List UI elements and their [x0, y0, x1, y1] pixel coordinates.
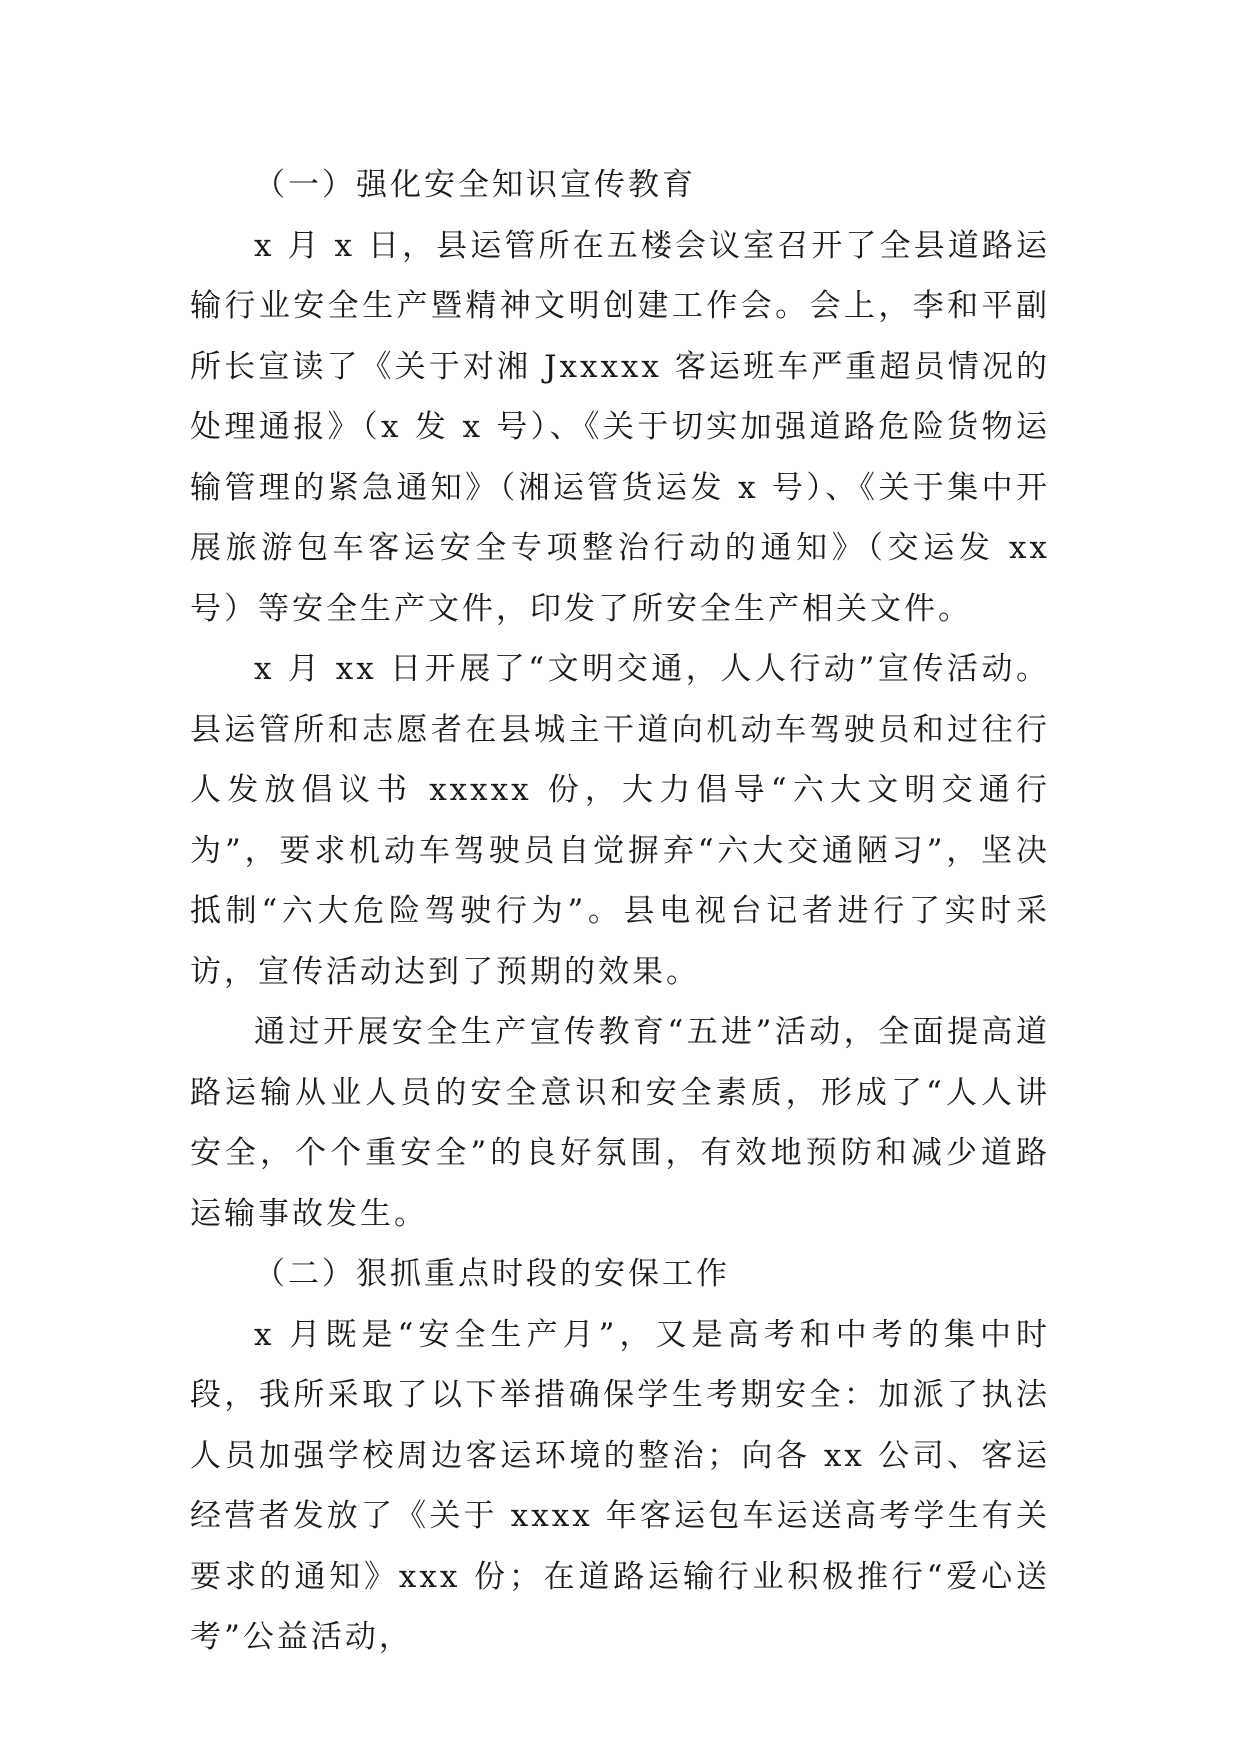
paragraph-five-entries: 通过开展安全生产宣传教育“五进”活动，全面提高道路运输从业人员的安全意识和安全素质，形成了“人人讲安全，个个重安全”的良好氛围，有效地预防和减少道路运输事故发生。: [190, 1014, 1050, 1232]
paragraph-exam-safety: x 月既是“安全生产月”，又是高考和中考的集中时段，我所采取了以下举措确保学生考期安全：加派了执法人员加强学校周边客运环境的整治；向各 xx 公司、客运经营者发放了《关于 xxxx 年客运包车运送高考学生有关要求的通知》xxx 份；在道路运输行业积极推行“爱心送考”公益活动，: [190, 1316, 1050, 1655]
paragraph-meeting: x 月 x 日，县运管所在五楼会议室召开了全县道路运输行业安全生产暨精神文明创建工作会。会上，李和平副所长宣读了《关于对湘 Jxxxxx 客运班车严重超员情况的处理通报》（x 发 x 号）、《关于切实加强道路危险货物运输管理的紧急通知》（湘运管货运发 x 号）、《关于集中开展旅游包车客运安全专项整治行动的通知》（交运发 xx 号）等安全生产文件，印发了所安全生产相关文件。: [190, 227, 1050, 627]
document-body: [190, 155, 1050, 1668]
section-heading-2: （二）狠抓重点时段的安保工作: [254, 1256, 730, 1292]
paragraph-civilized-traffic: x 月 xx 日开展了“文明交通，人人行动”宣传活动。县运管所和志愿者在县城主干道向机动车驾驶员和过往行人发放倡议书 xxxxx 份，大力倡导“六大文明交通行为”，要求机动车驾驶员自觉摒弃“六大交通陋习”，坚决抵制“六大危险驾驶行为”。县电视台记者进行了实时采访，宣传活动达到了预期的效果。: [190, 651, 1050, 990]
section-heading-1: （一）强化安全知识宣传教育: [254, 167, 696, 203]
